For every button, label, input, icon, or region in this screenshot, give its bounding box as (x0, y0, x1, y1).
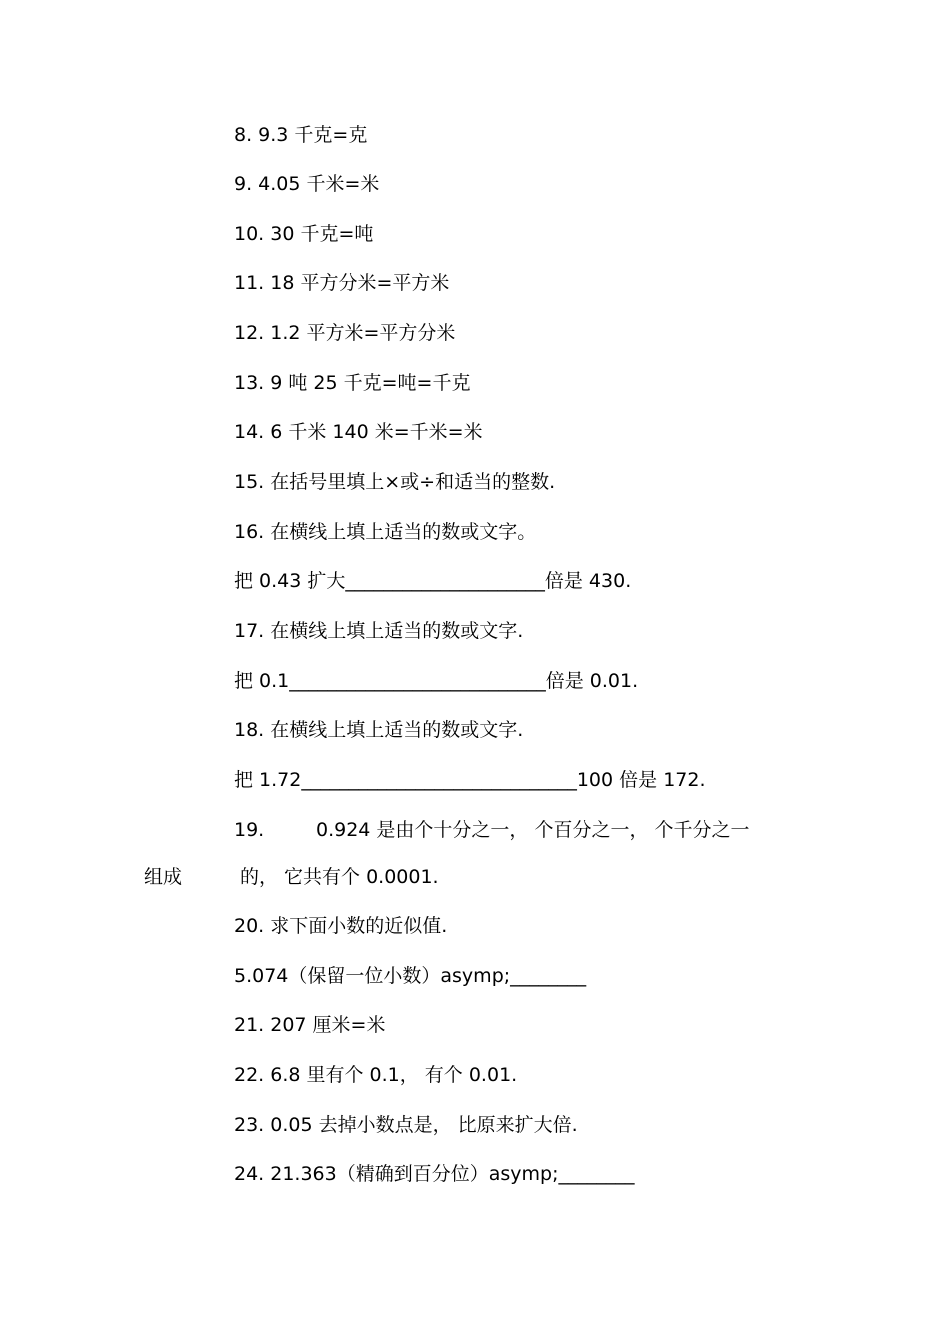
question-23: 23. 0.05 去掉小数点是， 比原来扩大倍. (234, 1114, 578, 1136)
question-10: 10. 30 千克=吨 (234, 223, 374, 245)
question-21: 21. 207 厘米=米 (234, 1014, 386, 1036)
question-16: 16. 在横线上填上适当的数或文字。 (234, 521, 537, 543)
question-17: 17. 在横线上填上适当的数或文字. (234, 620, 524, 642)
question-22: 22. 6.8 里有个 0.1， 有个 0.01. (234, 1064, 518, 1086)
question-19-number: 19. (234, 819, 265, 841)
question-19-continued (144, 864, 439, 890)
question-17-fill: 把 0.1___________________________倍是 0.01. (234, 670, 639, 692)
question-18-fill: 把 1.72_____________________________100 倍是 172. (234, 769, 706, 791)
question-19-lead: 组成 (144, 866, 183, 888)
question-8: 8. 9.3 千克=克 (234, 124, 368, 146)
question-20-item: 5.074（保留一位小数）asymp;________ (234, 965, 587, 987)
question-18: 18. 在横线上填上适当的数或文字. (234, 719, 524, 741)
question-13: 13. 9 吨 25 千克=吨=千克 (234, 372, 471, 394)
question-20: 20. 求下面小数的近似值. (234, 915, 448, 937)
question-19-text-continued: 的， 它共有个 0.0001. (240, 866, 439, 888)
question-19 (234, 817, 808, 843)
question-11: 11. 18 平方分米=平方米 (234, 272, 450, 294)
question-15: 15. 在括号里填上×或÷和适当的整数. (234, 471, 556, 493)
question-9: 9. 4.05 千米=米 (234, 173, 380, 195)
question-14: 14. 6 千米 140 米=千米=米 (234, 421, 483, 443)
question-12: 12. 1.2 平方米=平方分米 (234, 322, 456, 344)
question-16-fill: 把 0.43 扩大_____________________倍是 430. (234, 570, 632, 592)
question-19-text: 0.924 是由个十分之一， 个百分之一， 个千分之一 (316, 819, 750, 841)
question-24: 24. 21.363（精确到百分位）asymp;________ (234, 1163, 635, 1185)
